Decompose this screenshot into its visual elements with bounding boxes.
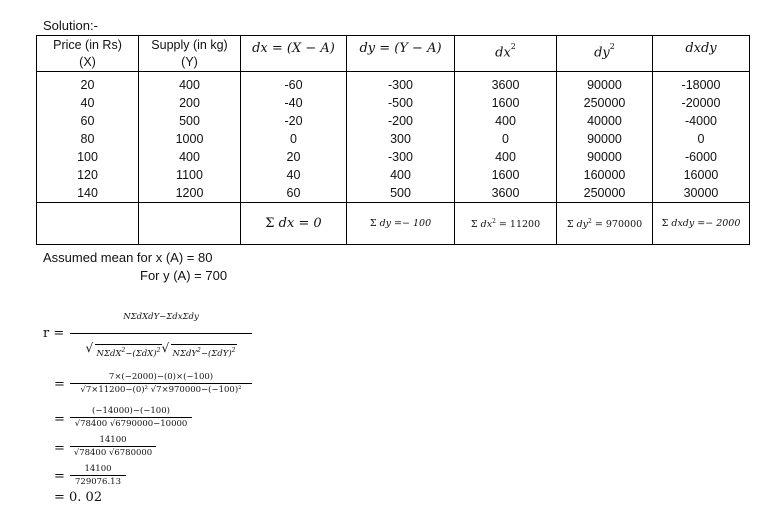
cell-dx2: 1600 bbox=[455, 166, 557, 184]
cell-dy: -200 bbox=[347, 112, 455, 130]
total-dx-sigma: Σ bbox=[265, 215, 275, 231]
formula-radical-x bbox=[95, 344, 163, 360]
total-dx2-value: = 11200 bbox=[498, 219, 541, 231]
cell-dy: -300 bbox=[347, 148, 455, 166]
cell-dxdy: -20000 bbox=[653, 94, 750, 112]
cell-dx2: 400 bbox=[455, 112, 557, 130]
formula-den-b-exp: 2 bbox=[197, 347, 201, 354]
cell-dx: -20 bbox=[241, 112, 347, 130]
formula-fraction bbox=[70, 312, 252, 360]
cell-dy: 500 bbox=[347, 184, 455, 203]
formula-den-b2-exp: 2 bbox=[231, 347, 236, 354]
step-4-denominator: 729076.13 bbox=[75, 477, 121, 487]
total-dxdy bbox=[653, 203, 750, 245]
total-dy-sigma: Σ bbox=[369, 217, 377, 229]
cell-dx2: 1600 bbox=[455, 94, 557, 112]
cell-dy2: 90000 bbox=[557, 72, 653, 95]
table-row bbox=[37, 148, 750, 166]
final-result: = 0. 02 bbox=[54, 490, 103, 505]
header-supply-line1: Supply (in kg) bbox=[151, 38, 228, 52]
cell-dy2: 250000 bbox=[557, 94, 653, 112]
table-row bbox=[37, 72, 750, 95]
step-2-denominator: √78400 √6790000−10000 bbox=[74, 419, 188, 429]
total-dy2-var: dy bbox=[576, 219, 589, 231]
cell-dx2: 400 bbox=[455, 148, 557, 166]
cell-price: 80 bbox=[37, 130, 139, 148]
totals-empty-price bbox=[37, 203, 139, 245]
step-3-denominator: √78400 √6780000 bbox=[73, 448, 153, 458]
cell-dxdy: 0 bbox=[653, 130, 750, 148]
header-price bbox=[37, 36, 139, 72]
formula-radical-y bbox=[171, 344, 238, 360]
cell-dy2: 250000 bbox=[557, 184, 653, 203]
table-header-row bbox=[37, 36, 750, 72]
total-dy bbox=[347, 203, 455, 245]
header-dx2-exponent: 2 bbox=[510, 42, 516, 51]
total-dy-value: dy =− 100 bbox=[379, 217, 432, 229]
cell-dxdy: 16000 bbox=[653, 166, 750, 184]
cell-dxdy: -18000 bbox=[653, 72, 750, 95]
cell-dx2: 3600 bbox=[455, 72, 557, 95]
step-2-fraction bbox=[70, 406, 192, 430]
step-4-equals: = bbox=[54, 469, 65, 484]
formula-den-a-exp: 2 bbox=[121, 347, 126, 354]
header-dy2-label: dy bbox=[594, 45, 610, 61]
cell-price: 60 bbox=[37, 112, 139, 130]
formula-den-a: NΣdX bbox=[96, 348, 122, 359]
step-3-numerator: 14100 bbox=[99, 435, 127, 445]
table-row bbox=[37, 166, 750, 184]
cell-dx: 40 bbox=[241, 166, 347, 184]
header-dxdy: dxdy bbox=[653, 36, 750, 72]
table-row bbox=[37, 184, 750, 203]
header-supply-line2: (Y) bbox=[181, 55, 198, 69]
assumed-mean-y: For y (A) = 700 bbox=[140, 268, 228, 283]
cell-dxdy: -4000 bbox=[653, 112, 750, 130]
formula-den-b2: −(ΣdY) bbox=[200, 348, 232, 359]
cell-price: 140 bbox=[37, 184, 139, 203]
cell-dy2: 40000 bbox=[557, 112, 653, 130]
cell-price: 100 bbox=[37, 148, 139, 166]
step-1-equals: = bbox=[54, 377, 65, 392]
cell-dx: -60 bbox=[241, 72, 347, 95]
header-dy2-exponent: 2 bbox=[609, 42, 615, 51]
cell-supply: 1100 bbox=[139, 166, 241, 184]
cell-price: 120 bbox=[37, 166, 139, 184]
cell-supply: 500 bbox=[139, 112, 241, 130]
total-dxdy-value: dxdy =− 2000 bbox=[671, 217, 741, 229]
cell-dy: 400 bbox=[347, 166, 455, 184]
step-2-equals: = bbox=[54, 412, 65, 427]
step-1-fraction bbox=[70, 372, 252, 396]
formula-den-a2-exp: 2 bbox=[156, 347, 161, 354]
cell-dx: 60 bbox=[241, 184, 347, 203]
table-row bbox=[37, 130, 750, 148]
table-row bbox=[37, 112, 750, 130]
total-dy2-sigma: Σ bbox=[566, 219, 574, 231]
total-dy2-value: = 970000 bbox=[594, 219, 643, 231]
total-dx2-exponent: 2 bbox=[492, 217, 496, 225]
header-dy: dy = (Y − A) bbox=[347, 36, 455, 72]
cell-price: 40 bbox=[37, 94, 139, 112]
formula-r-label: r = bbox=[43, 326, 65, 341]
cell-supply: 400 bbox=[139, 72, 241, 95]
step-4-numerator: 14100 bbox=[84, 464, 112, 474]
cell-dx2: 0 bbox=[455, 130, 557, 148]
total-dx bbox=[241, 203, 347, 245]
assumed-mean-x: Assumed mean for x (A) = 80 bbox=[43, 250, 213, 265]
table-body bbox=[37, 72, 750, 203]
total-dxdy-sigma: Σ bbox=[661, 217, 669, 229]
header-dx2 bbox=[455, 36, 557, 72]
step-1-denominator: √7×11200−(0)² √7×970000−(−100)² bbox=[80, 385, 242, 395]
cell-dy2: 90000 bbox=[557, 130, 653, 148]
step-3-equals: = bbox=[54, 441, 65, 456]
cell-dx: -40 bbox=[241, 94, 347, 112]
solution-label: Solution:- bbox=[43, 18, 98, 33]
cell-dy: -300 bbox=[347, 72, 455, 95]
step-4-fraction bbox=[70, 464, 126, 488]
total-dx2-sigma: Σ bbox=[470, 219, 478, 231]
formula-numerator: NΣdXdY−ΣdxΣdy bbox=[123, 312, 199, 322]
total-dx-value: dx = 0 bbox=[278, 215, 322, 231]
step-3-fraction bbox=[70, 435, 156, 459]
total-dx2 bbox=[455, 203, 557, 245]
cell-supply: 200 bbox=[139, 94, 241, 112]
cell-dy: 300 bbox=[347, 130, 455, 148]
header-dx: dx = (X − A) bbox=[241, 36, 347, 72]
totals-empty-supply bbox=[139, 203, 241, 245]
step-1-numerator: 7×(−2000)−(0)×(−100) bbox=[108, 372, 214, 382]
cell-dx: 0 bbox=[241, 130, 347, 148]
header-price-line2: (X) bbox=[79, 55, 96, 69]
cell-dxdy: -6000 bbox=[653, 148, 750, 166]
cell-supply: 1000 bbox=[139, 130, 241, 148]
formula-denominator bbox=[70, 334, 252, 360]
table-row bbox=[37, 94, 750, 112]
header-dx2-label: dx bbox=[495, 45, 511, 61]
cell-dy2: 90000 bbox=[557, 148, 653, 166]
total-dx2-var: dx bbox=[480, 219, 493, 231]
header-price-line1: Price (in Rs) bbox=[53, 38, 122, 52]
cell-dx2: 3600 bbox=[455, 184, 557, 203]
header-dy2 bbox=[557, 36, 653, 72]
cell-supply: 1200 bbox=[139, 184, 241, 203]
formula-den-b: NΣdY bbox=[172, 348, 197, 359]
cell-dx: 20 bbox=[241, 148, 347, 166]
step-2-numerator: (−14000)−(−100) bbox=[92, 406, 170, 416]
calculation-table bbox=[36, 35, 750, 245]
total-dy2 bbox=[557, 203, 653, 245]
totals-row bbox=[37, 203, 750, 245]
header-supply bbox=[139, 36, 241, 72]
cell-dy: -500 bbox=[347, 94, 455, 112]
cell-dxdy: 30000 bbox=[653, 184, 750, 203]
cell-dy2: 160000 bbox=[557, 166, 653, 184]
cell-supply: 400 bbox=[139, 148, 241, 166]
total-dy2-exponent: 2 bbox=[588, 217, 592, 225]
formula-den-a2: −(ΣdX) bbox=[125, 348, 157, 359]
cell-price: 20 bbox=[37, 72, 139, 95]
